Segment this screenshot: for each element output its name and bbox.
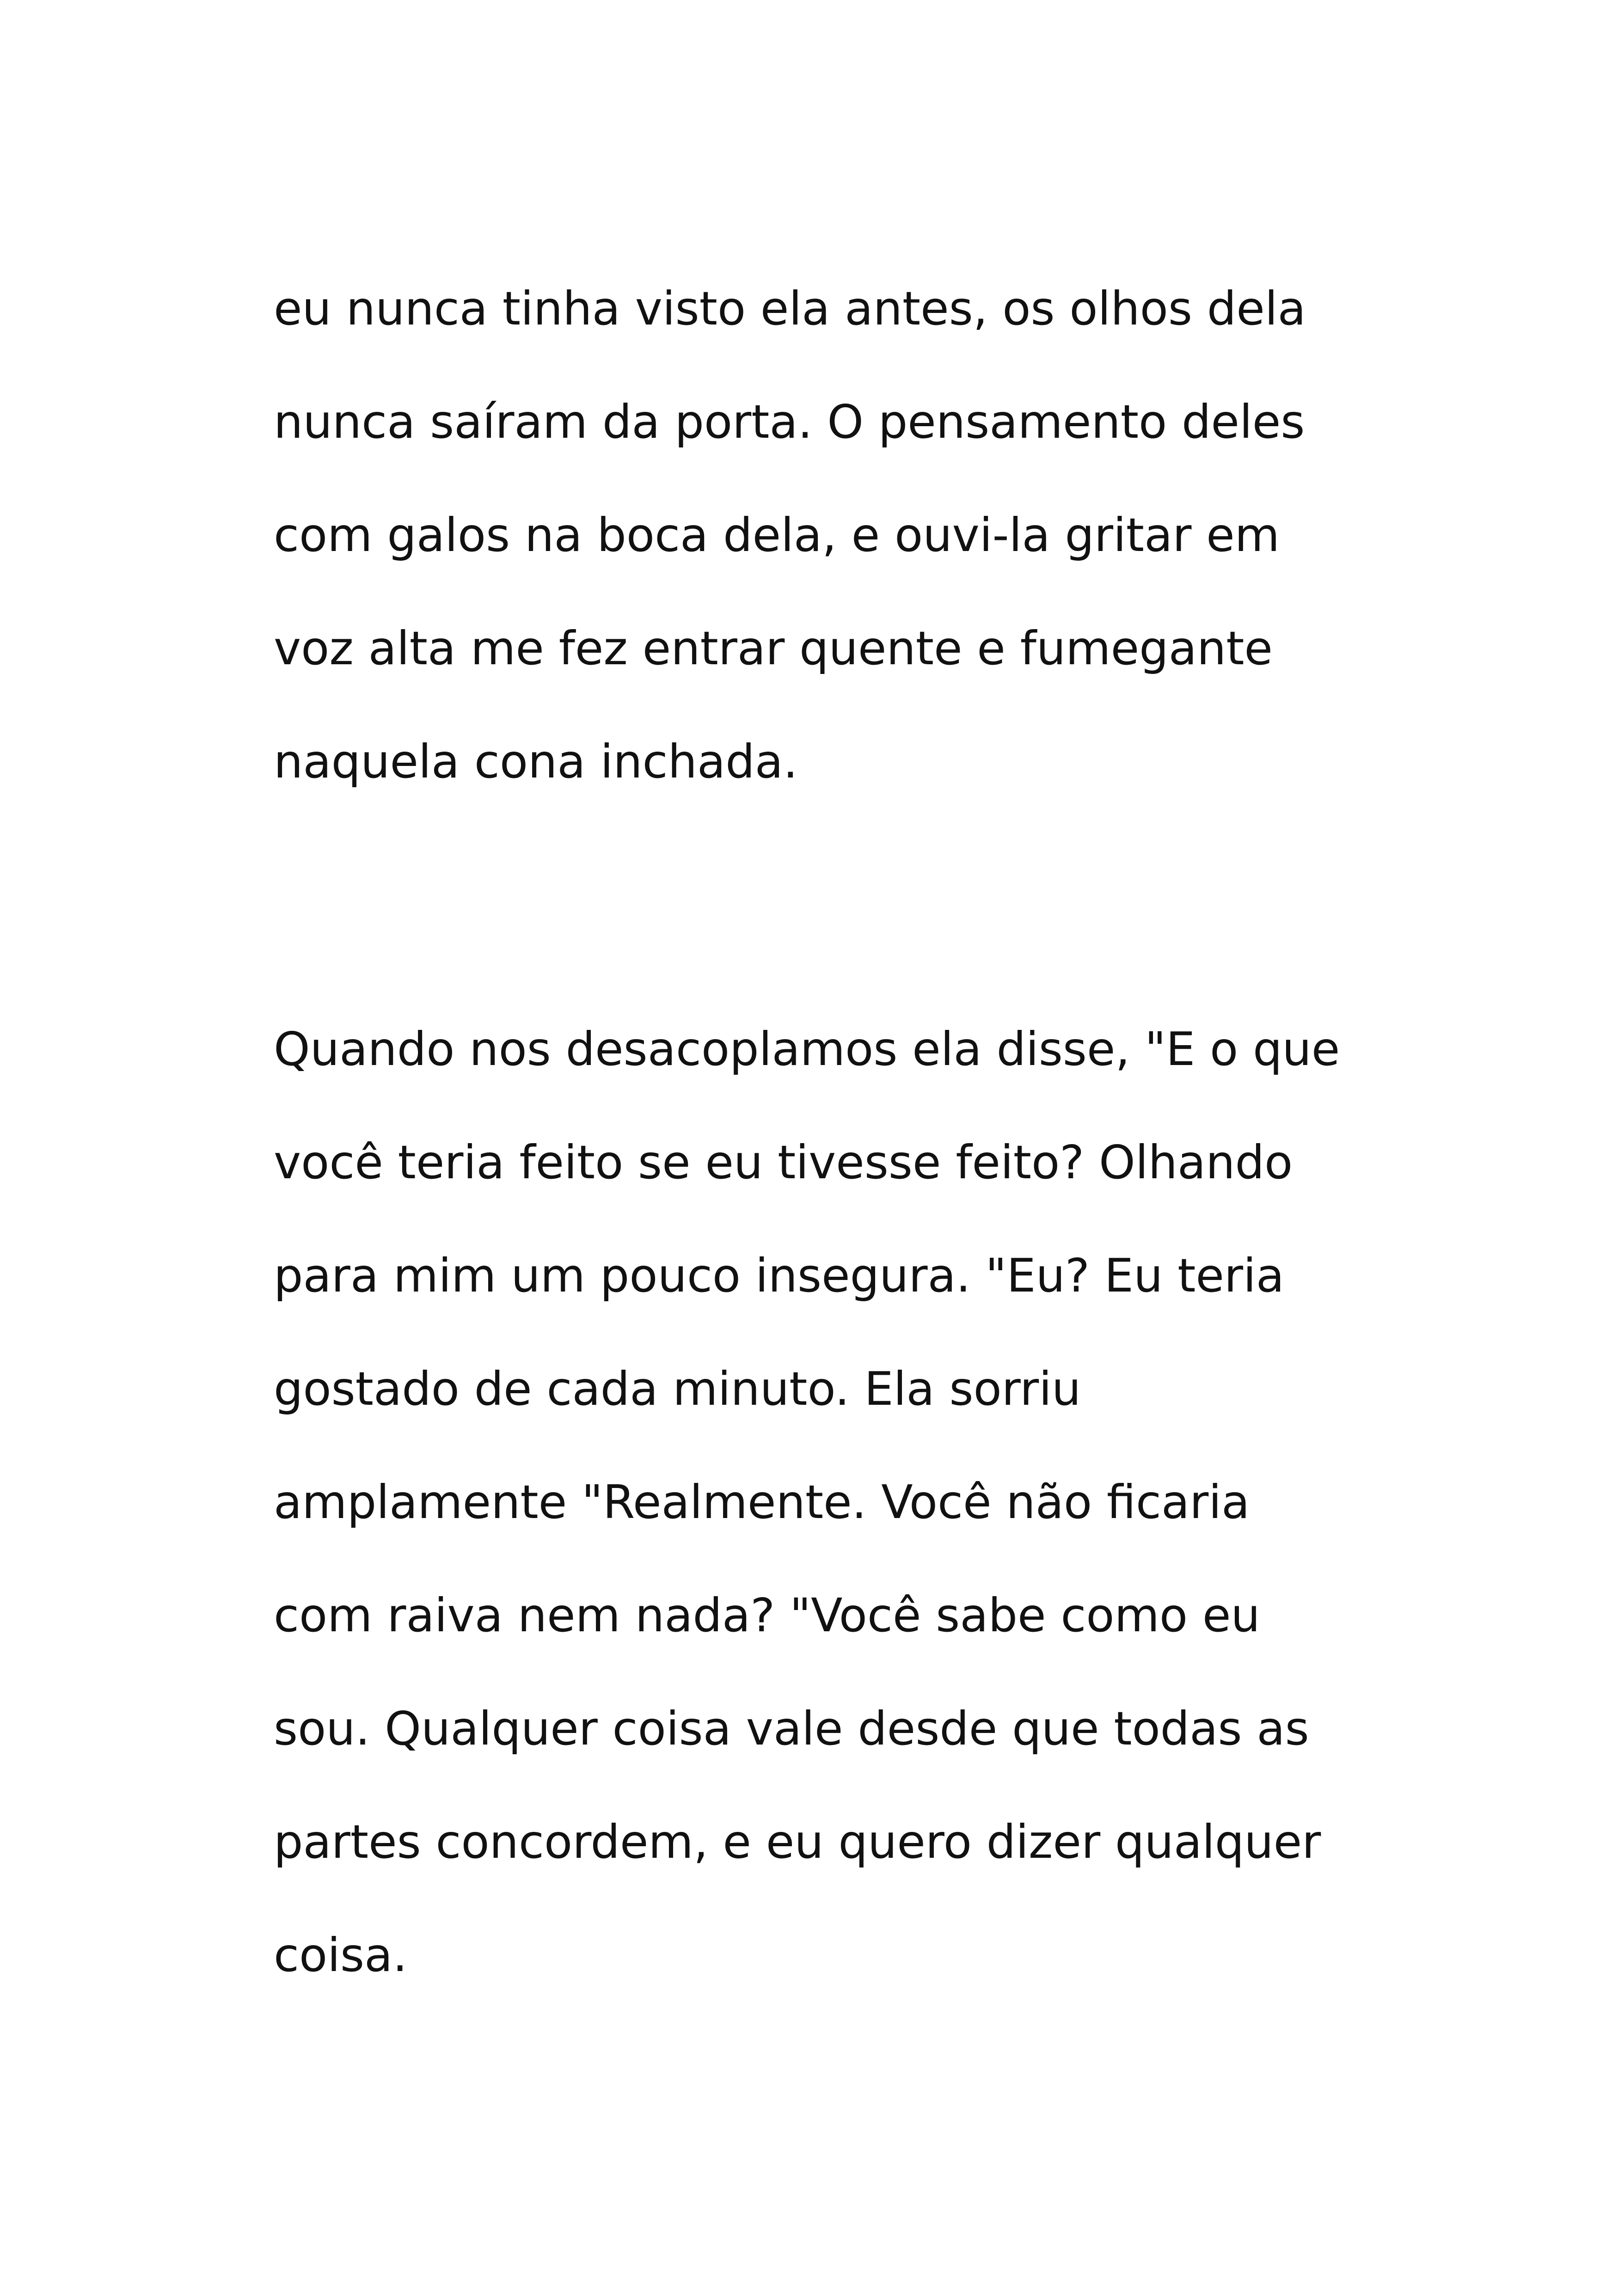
text-line: partes concordem, e eu quero dizer qualquer — [274, 1815, 1321, 1869]
text-line: amplamente "Realmente. Você não ficaria — [274, 1475, 1250, 1529]
text-line: eu nunca tinha visto ela antes, os olhos dela — [274, 282, 1306, 336]
text-line: voz alta me fez entrar quente e fumegante — [274, 621, 1273, 675]
text-line: com raiva nem nada? "Você sabe como eu — [274, 1588, 1260, 1642]
text-line: com galos na boca dela, e ouvi-la gritar em — [274, 508, 1280, 562]
text-line: para mim um pouco insegura. "Eu? Eu teria — [274, 1249, 1285, 1303]
text-line: Quando nos desacoplamos ela disse, "E o que — [274, 1022, 1340, 1076]
text-line: coisa. — [274, 1928, 408, 1982]
text-line: nunca saíram da porta. O pensamento deles — [274, 395, 1305, 449]
text-line: naquela cona inchada. — [274, 735, 798, 789]
text-line: gostado de cada minuto. Ela sorriu — [274, 1362, 1081, 1416]
text-line: sou. Qualquer coisa vale desde que todas as — [274, 1702, 1309, 1756]
text-line: você teria feito se eu tivesse feito? Olhando — [274, 1135, 1293, 1189]
